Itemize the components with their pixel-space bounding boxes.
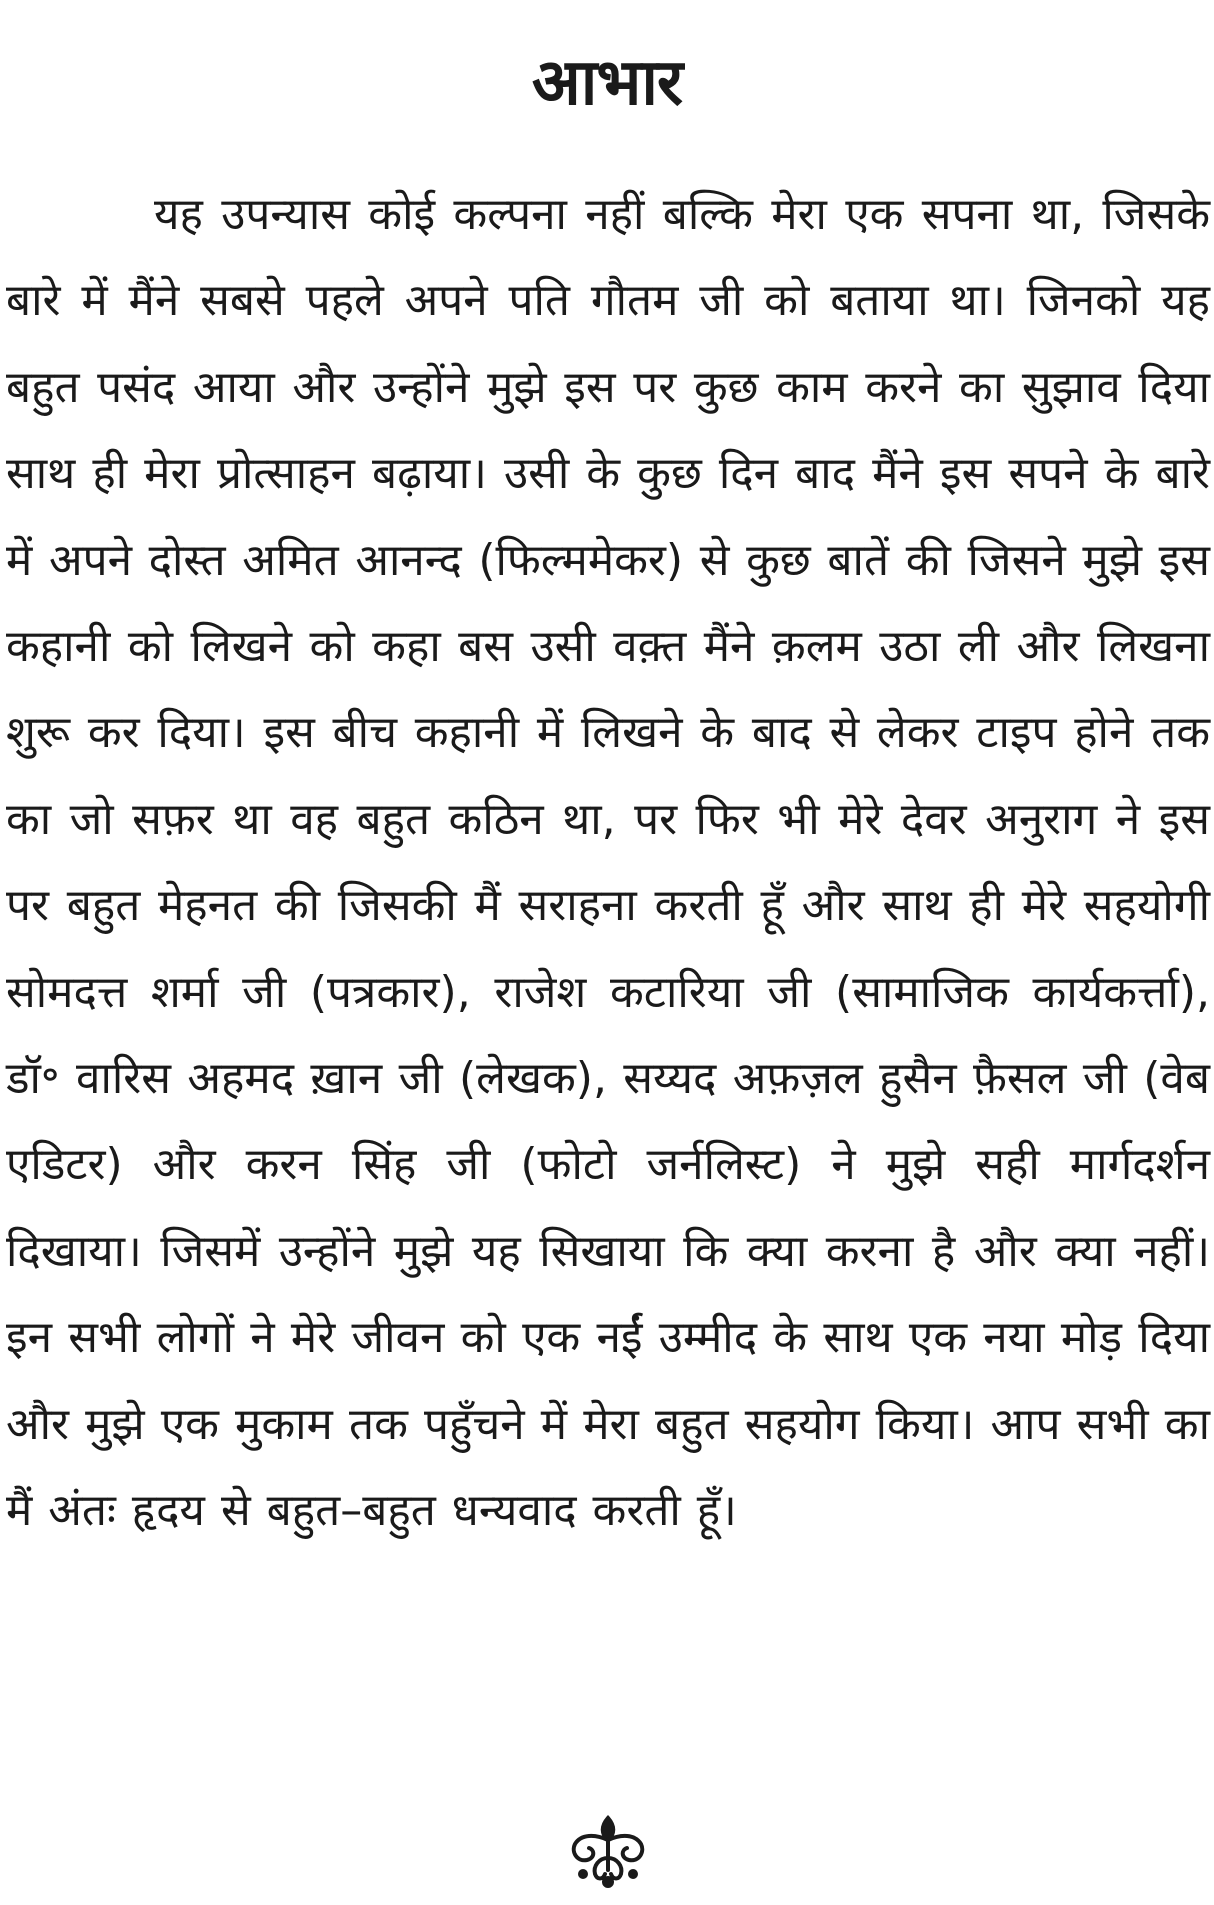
page-title: आभार (531, 45, 683, 120)
acknowledgement-paragraph: यह उपन्यास कोई कल्पना नहीं बल्कि मेरा एक सपना था, जिसके बारे में मैंने सबसे पहले अपने पति गौतम जी को बताया था। जिनको यह बहुत पसंद आया और उन्होंने मुझे इस पर कुछ काम करने का सुझाव दिया साथ ही मेरा प्रोत्साहन बढ़ाया। उसी के कुछ दिन बाद मैंने इस सपने के बारे में अपने दोस्त अमित आनन्द (फिल्ममेकर) से कुछ बातें की जिसने मुझे इस कहानी को लिखने को कहा बस उसी वक़्त मैंने क़लम उठा ली और लिखना शुरू कर दिया। इस बीच कहानी में लिखने के बाद से लेकर टाइप होने तक का जो सफ़र था वह बहुत कठिन था, पर फिर भी मेरे देवर अनुराग ने इस पर बहुत मेहनत की जिसकी मैं सराहना करती हूँ और साथ ही मेरे सहयोगी सोमदत्त शर्मा जी (पत्रकार), राजेश कटारिया जी (सामाजिक कार्यकर्त्ता), डॉ॰ वारिस अहमद ख़ान जी (लेखक), सय्यद अफ़ज़ल हुसैन फ़ैसल जी (वेब एडिटर) और करन सिंह जी (फोटो जर्नलिस्ट) ने मुझे सही मार्गदर्शन दिखाया। जिसमें उन्होंने मुझे यह सिखाया कि क्या करना है और क्या नहीं। इन सभी लोगों ने मेरे जीवन को एक नईं उम्मीद के साथ एक नया मोड़ दिया और मुझे एक मुकाम तक पहुँचने में मेरा बहुत सहयोग किया। आप सभी का मैं अंतः हृदय से बहुत–बहुत धन्यवाद करती हूँ। (6, 189, 1210, 1537)
floral-ornament-icon (565, 1808, 651, 1892)
